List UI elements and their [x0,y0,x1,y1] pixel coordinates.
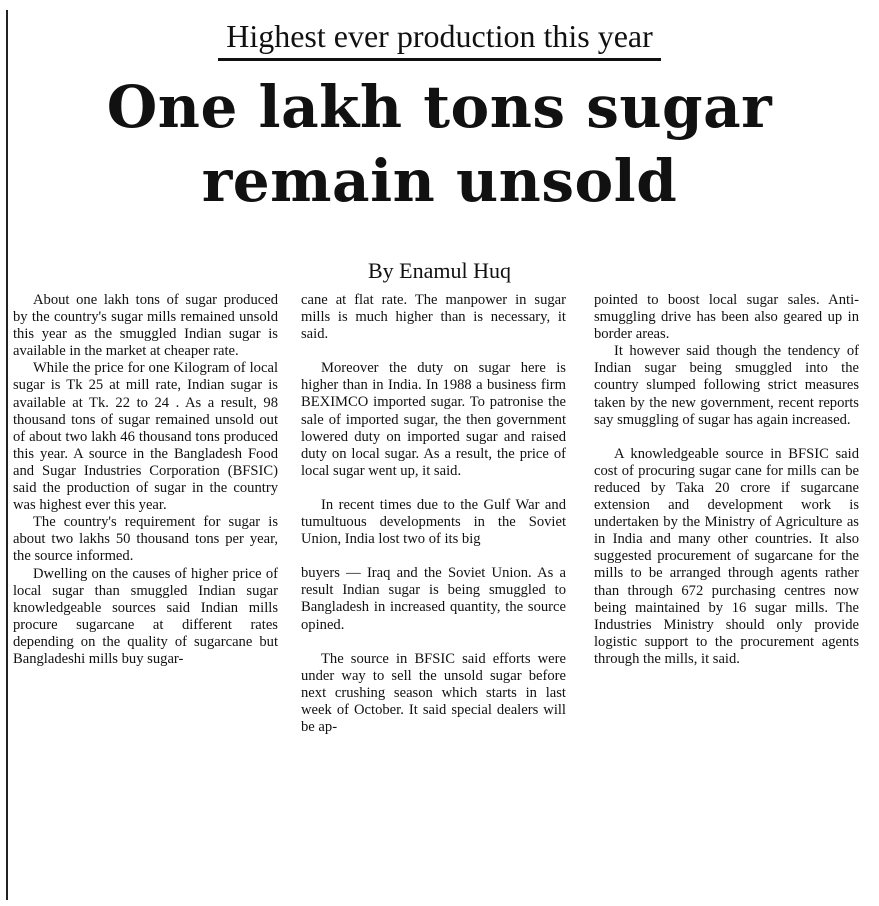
article-column-1 [13,292,278,668]
article-column-3 [594,292,859,668]
kicker-headline [0,16,879,61]
paragraph: cane at flat rate. The manpower in sugar mills is much higher than is necessary, it said. [301,292,566,343]
byline: By Enamul Huq [368,258,511,283]
paragraph: About one lakh tons of sugar produced by the country's sugar mills remained unsold this year as the smuggled Indian sugar is available in the market at cheaper rate. [13,292,278,360]
paragraph: It however said though the tendency of Indian sugar being smuggled into the country slumped following strict measures taken by the new government, recent reports say smuggling of sugar has again increased. [594,343,859,428]
paragraph: In recent times due to the Gulf War and tumultuous developments in the Soviet Union, India lost two of its big [301,496,566,548]
paragraph: Moreover the duty on sugar here is higher than in India. In 1988 a business firm BEXIMCO imported sugar. To patronise the sale of imported sugar, the then government lowered duty on imported sugar and raised duty on local sugar. As a result, the price of local sugar went up, it said. [301,360,566,479]
paragraph: A knowledgeable source in BFSIC said cost of procuring sugar cane for mills can be reduced by Taka 20 crore if sugarcane extension and development work is undertaken by the Ministry of Agriculture as in India and many other countries. It also suggested procurement of sugarcane for the mills to be arranged through agents rather than through 672 purchasing centres now being maintained by 16 sugar mills. The Industries Ministry should only provide logistic support to the procurement agents through the mills, it said. [594,445,859,667]
paragraph: The source in BFSIC said efforts were under way to sell the unsold sugar before next crushing season which starts in last week of October. It said special dealers will be ap- [301,650,566,735]
headline-line-1: One lakh tons sugar [106,73,773,141]
paragraph: pointed to boost local sugar sales. Anti-smuggling drive has been also geared up in border areas. [594,292,859,343]
paragraph: Dwelling on the causes of higher price of local sugar than smuggled Indian sugar knowledgeable sources said Indian mills procure sugarcane at different rates depending on the quality of sugarcane but Bangladeshi mills buy sugar- [13,565,278,667]
kicker-text: Highest ever production this year [218,16,661,61]
headline-line-2: remain unsold [201,147,678,215]
paragraph: buyers — Iraq and the Soviet Union. As a result Indian sugar is being smuggled to Bangladesh in increased quantity, the source opined. [301,565,566,633]
main-headline [0,70,879,218]
paragraph: While the price for one Kilogram of local sugar is Tk 25 at mill rate, Indian sugar is available at Tk. 22 to 24 . As a result, 98 thousand tons of sugar remained unsold out of about two lakh 46 thousand tons produced this year. A source in the Bangladesh Food and Sugar Industries Corporation (BFSIC) said the production of sugar in the country was highest ever this year. [13,360,278,514]
paragraph: The country's requirement for sugar is about two lakhs 50 thousand tons per year, the source informed. [13,514,278,565]
article-column-2 [301,292,566,736]
